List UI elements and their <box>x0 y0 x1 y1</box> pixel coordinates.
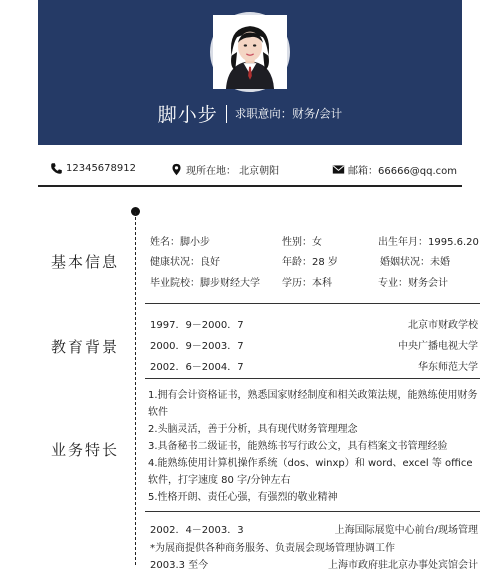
section-divider <box>145 378 480 379</box>
education-period: 2002．6－2004．7 <box>150 362 244 373</box>
basic-row <box>150 253 485 269</box>
contact-bar <box>50 162 470 180</box>
section-title-basic: 基本信息 <box>51 253 120 271</box>
education-item <box>150 337 478 352</box>
contact-phone <box>50 162 136 175</box>
education-item <box>150 316 478 331</box>
business-item: 2.头脑灵活，善于分析，具有现代财务管理理念 <box>148 424 358 435</box>
email-text: 邮箱：66666@qq.com <box>348 166 458 177</box>
business-item: 5.性格开朗、责任心强，有强烈的敬业精神 <box>148 492 338 503</box>
education-period: 1997．9－2000．7 <box>150 320 244 331</box>
section-divider <box>145 303 480 304</box>
business-item: 1.拥有会计资格证书，熟悉国家财经制度和相关政策法规，能熟练使用财务软件 <box>148 390 478 418</box>
phone-icon <box>50 162 63 175</box>
location-text: 现所在地： 北京朝阳 <box>186 166 280 177</box>
header-banner <box>38 0 462 145</box>
experience-period: 2003.3 至今 <box>150 560 209 571</box>
education-item <box>150 358 478 373</box>
business-list <box>148 387 480 506</box>
basic-cell: 性别：女 <box>282 237 322 248</box>
education-school: 北京市财政学校 <box>408 320 478 331</box>
profile-photo <box>213 15 287 89</box>
job-intent: 求职意向：财务/会计 <box>234 106 343 121</box>
education-period: 2000．9－2003．7 <box>150 341 244 352</box>
avatar <box>210 12 290 92</box>
business-item: 4.能熟练使用计算机操作系统（dos、winxp）和 word、excel 等 office 软件，打字速度 80 字/分钟左右 <box>148 458 473 486</box>
basic-row <box>150 274 485 290</box>
basic-cell: 年龄：28 岁 <box>282 257 338 268</box>
basic-cell: 婚姻状况：未婚 <box>380 257 450 268</box>
basic-cell: 姓名：脚小步 <box>150 237 210 248</box>
contact-location <box>170 162 279 177</box>
basic-cell: 出生年月：1995.6.20 <box>378 237 479 248</box>
name-line <box>38 100 462 127</box>
location-pin-icon <box>170 163 183 176</box>
experience-period: 2002．4－2003．3 <box>150 525 244 536</box>
section-title-education: 教育背景 <box>51 338 120 356</box>
name-divider <box>226 105 227 123</box>
phone-number: 12345678912 <box>66 163 136 174</box>
basic-cell: 学历：本科 <box>282 278 332 289</box>
experience-desc: *为展商提供各种商务服务、负责展会现场管理协调工作 <box>150 543 395 554</box>
mail-icon <box>332 163 345 176</box>
contact-email <box>332 162 457 177</box>
candidate-name: 脚小步 <box>157 104 218 126</box>
experience-item <box>150 556 478 571</box>
basic-row <box>150 233 485 249</box>
basic-cell: 专业：财务会计 <box>378 278 448 289</box>
section-divider <box>145 511 480 512</box>
experience-org: 上海市政府驻北京办事处宾馆会计 <box>328 560 478 571</box>
experience-item <box>150 521 478 536</box>
contact-divider <box>38 185 462 187</box>
basic-cell: 健康状况：良好 <box>150 257 220 268</box>
section-title-business: 业务特长 <box>51 441 120 459</box>
education-school: 华东师范大学 <box>418 362 478 373</box>
education-school: 中央广播电视大学 <box>398 341 478 352</box>
business-item: 3.具备秘书二级证书，能熟练书写行政公文，具有档案文书管理经验 <box>148 441 448 452</box>
experience-org: 上海国际展览中心前台/现场管理 <box>334 525 478 536</box>
timeline-line <box>135 212 136 565</box>
basic-cell: 毕业院校：脚步财经大学 <box>150 278 260 289</box>
